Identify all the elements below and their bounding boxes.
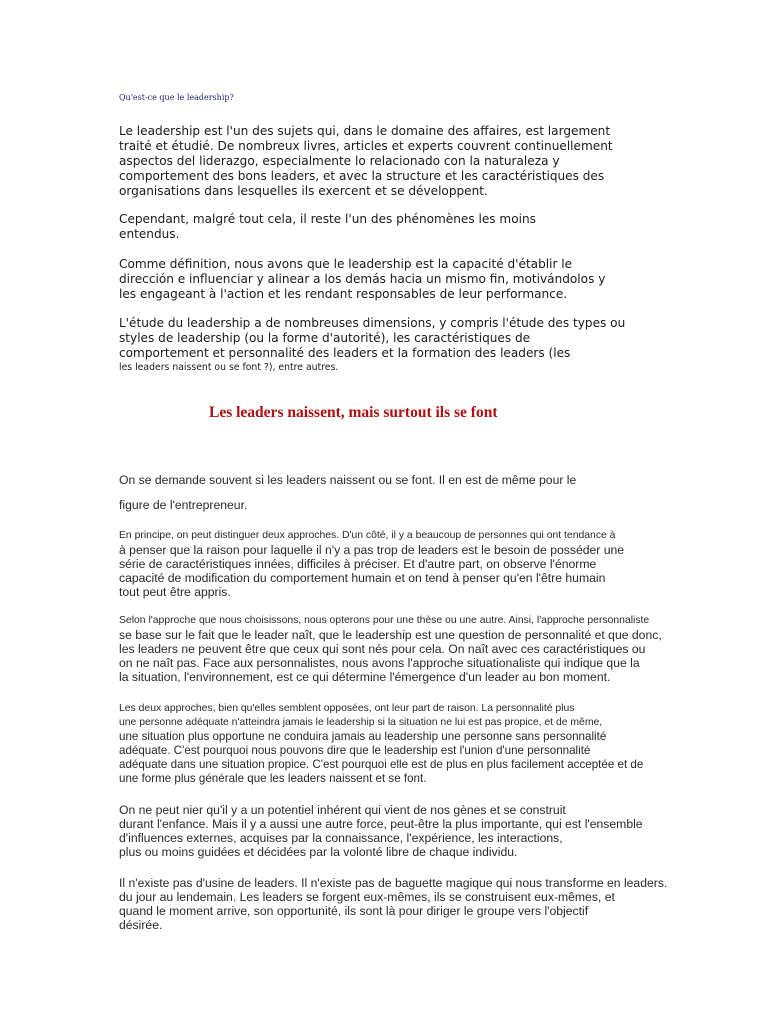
entrepreneur-paragraph: [119, 498, 247, 512]
personalist-paragraph: [119, 614, 662, 684]
definition-paragraph: [119, 257, 605, 302]
text-line: Comme définition, nous avons que le leadership est la capacité d'établir le: [119, 257, 573, 271]
text-line: durant l'enfance. Mais il y a aussi une autre force, peut-être la plus importante, qui est l'ensemble: [119, 817, 643, 831]
text-line: styles de leadership (ou la forme d'autorité), les caractéristiques de: [119, 331, 531, 345]
text-line: organisations dans lesquelles ils exercent et se développent.: [119, 184, 488, 198]
text-line: à penser que la raison pour laquelle il n'y a pas trop de leaders est le besoin de posséder une: [119, 543, 625, 557]
question-paragraph: [119, 473, 576, 487]
text-line: la situation, l'environnement, est ce qui détermine l'émergence d'un leader au bon moment.: [119, 670, 611, 684]
text-line: les leaders ne peuvent être que ceux qui sont nés pour cela. On naît avec ces caractéristiques ou: [119, 642, 646, 656]
intro-paragraph: [119, 124, 613, 199]
text-line: Les deux approches, bien qu'elles semblent opposées, ont leur part de raison. La personnalité plus: [119, 703, 575, 714]
text-line: On se demande souvent si les leaders naissent ou se font. Il en est de même pour le: [119, 473, 577, 487]
conclusion-paragraph: [119, 876, 667, 932]
text-line: comportement des bons leaders, et avec la structure et les caractéristiques des: [119, 169, 605, 183]
text-line: plus ou moins guidées et décidées par la volonté libre de chaque individu.: [119, 845, 518, 859]
text-line: une situation plus opportune ne conduira jamais au leadership une personne sans personnalité: [119, 730, 607, 743]
text-line: aspectos del liderazgo, especialmente lo relacionado con la naturaleza y: [119, 154, 560, 168]
text-line: d'influences externes, acquises par la connaissance, l'expérience, les interactions,: [119, 831, 563, 845]
approaches-paragraph: [119, 529, 624, 599]
genes-paragraph: [119, 803, 643, 859]
text-line: adéquate. C'est pourquoi nous pouvons dire que le leadership est l'union d'une personnalité: [119, 744, 591, 757]
text-line: Cependant, malgré tout cela, il reste l'un des phénomènes les moins: [119, 212, 536, 226]
text-line: Selon l'approche que nous choisissons, nous opterons pour une thèse ou une autre. Ainsi, l'approche personnaliste: [119, 615, 650, 626]
text-line: On ne peut nier qu'il y a un potentiel inhérent qui vient de nos gènes et se construit: [119, 803, 566, 817]
synthesis-paragraph: [119, 702, 643, 786]
text-line: du jour au lendemain. Les leaders se forgent eux-mêmes, ils se construisent eux-mêmes, et: [119, 890, 615, 904]
text-line: adéquate dans une situation propice. C'est pourquoi elle est de plus en plus facilement acceptée et de: [119, 758, 644, 771]
text-line: L'étude du leadership a de nombreuses dimensions, y compris l'étude des types ou: [119, 316, 626, 330]
section-heading-text: Les leaders naissent, mais surtout ils se font: [209, 404, 498, 421]
text-line: une forme plus générale que les leaders naissent et se font.: [119, 772, 427, 785]
text-line: les leaders naissent ou se font ?), entre autres.: [119, 362, 339, 373]
text-line: série de caractéristiques innées, difficiles à préciser. Et d'autre part, on observe l'énorme: [119, 557, 597, 571]
nuance-paragraph: [119, 212, 536, 242]
text-line: comportement et personnalité des leaders et la formation des leaders (les: [119, 346, 571, 360]
text-line: se base sur le fait que le leader naît, que le leadership est une question de personnalité et que donc,: [119, 628, 662, 642]
text-line: figure de l'entrepreneur.: [119, 498, 248, 512]
text-line: on ne naît pas. Face aux personnalistes, nous avons l'approche situationaliste qui indique que la: [119, 656, 640, 670]
text-line: tout peut être appris.: [119, 585, 231, 599]
text-line: capacité de modification du comportement humain et on tend à penser qu'en l'être humain: [119, 571, 606, 585]
text-line: une personne adéquate n'atteindra jamais le leadership si la situation ne lui est pas propice, et de même,: [119, 717, 603, 728]
text-line: Le leadership est l'un des sujets qui, dans le domaine des affaires, est largement: [119, 124, 611, 138]
text-line: désirée.: [119, 918, 163, 932]
text-line: entendus.: [119, 227, 180, 241]
text-line: quand le moment arrive, son opportunité, ils sont là pour diriger le groupe vers l'objectif: [119, 904, 589, 918]
text-line: traité et étudié. De nombreux livres, articles et experts couvrent continuellement: [119, 139, 613, 153]
text-line: les engageant à l'action et les rendant responsables de leur performance.: [119, 287, 568, 301]
study-paragraph: [119, 316, 625, 375]
page-title: Qu'est-ce que le leadership?: [119, 93, 234, 102]
text-line: dirección e influenciar y alinear a los demás hacia un mismo fin, motivándolos y: [119, 272, 606, 286]
text-line: Il n'existe pas d'usine de leaders. Il n'existe pas de baguette magique qui nous transforme en leaders.: [119, 876, 668, 890]
text-line: En principe, on peut distinguer deux approches. D'un côté, il y a beaucoup de personnes qui ont tendance à: [119, 530, 616, 541]
